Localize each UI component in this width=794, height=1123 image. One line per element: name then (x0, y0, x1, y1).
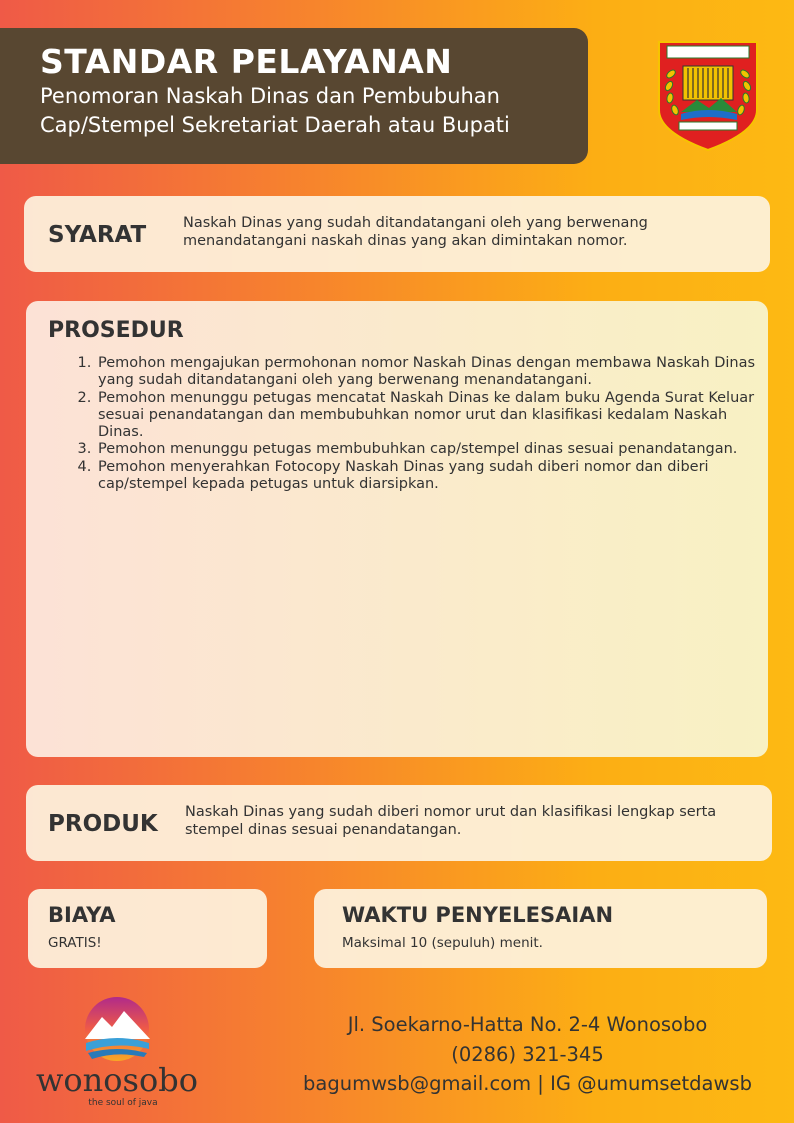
prosedur-heading: PROSEDUR (48, 318, 184, 343)
biaya-card (28, 889, 267, 968)
prosedur-steps-list (66, 355, 756, 493)
syarat-heading: SYARAT (48, 222, 147, 248)
contact-email-ig: bagumwsb@gmail.com | IG @umumsetdawsb (303, 1072, 752, 1095)
prosedur-card (26, 301, 768, 757)
biaya-heading: BIAYA (48, 903, 116, 927)
prosedur-step: 3. Pemohon menunggu petugas membubuhkan cap/stempel dinas sesuai penandatangan. (96, 441, 756, 458)
syarat-card (24, 196, 770, 272)
prosedur-step: 2. Pemohon menunggu petugas mencatat Naskah Dinas ke dalam buku Agenda Surat Keluar sesuai penandatangan dan membubuhkan nomor urut dan klasifikasi kedalam Naskah Dinas. (96, 390, 756, 442)
syarat-text: Naskah Dinas yang sudah ditandatangani oleh yang berwenang menandatangani naskah dinas yang akan dimintakan nomor. (183, 215, 648, 249)
contact-address: Jl. Soekarno-Hatta No. 2-4 Wonosobo (347, 1013, 708, 1036)
page-title: STANDAR PELAYANAN (40, 42, 453, 81)
subtitle-line-1: Penomoran Naskah Dinas dan Pembubuhan (40, 84, 500, 108)
waktu-text: Maksimal 10 (sepuluh) menit. (342, 935, 543, 951)
header-banner (0, 28, 588, 164)
produk-card (26, 785, 772, 861)
waktu-card (314, 889, 767, 968)
prosedur-step: 4. Pemohon menyerahkan Fotocopy Naskah Dinas yang sudah diberi nomor dan diberi cap/stempel kepada petugas untuk diarsipkan. (96, 459, 756, 494)
produk-heading: PRODUK (48, 811, 158, 837)
brand-name: wonosobo (36, 1061, 198, 1099)
brand-tagline: the soul of java (88, 1098, 158, 1108)
prosedur-step: 1. Pemohon mengajukan permohonan nomor Naskah Dinas dengan membawa Naskah Dinas yang sudah ditandatangani oleh yang berwenang menandatangani. (96, 355, 756, 390)
biaya-text: GRATIS! (48, 935, 102, 951)
waktu-heading: WAKTU PENYELESAIAN (342, 903, 614, 927)
contact-phone: (0286) 321-345 (451, 1042, 604, 1066)
produk-text: Naskah Dinas yang sudah diberi nomor urut dan klasifikasi lengkap serta stempel dinas sesuai penandatangan. (185, 804, 717, 838)
contact-block (270, 1010, 785, 1099)
subtitle-line-2: Cap/Stempel Sekretariat Daerah atau Bupati (40, 113, 510, 137)
wonosobo-regency-emblem-icon (657, 40, 759, 152)
wonosobo-mountain-logo-icon (30, 995, 205, 1110)
